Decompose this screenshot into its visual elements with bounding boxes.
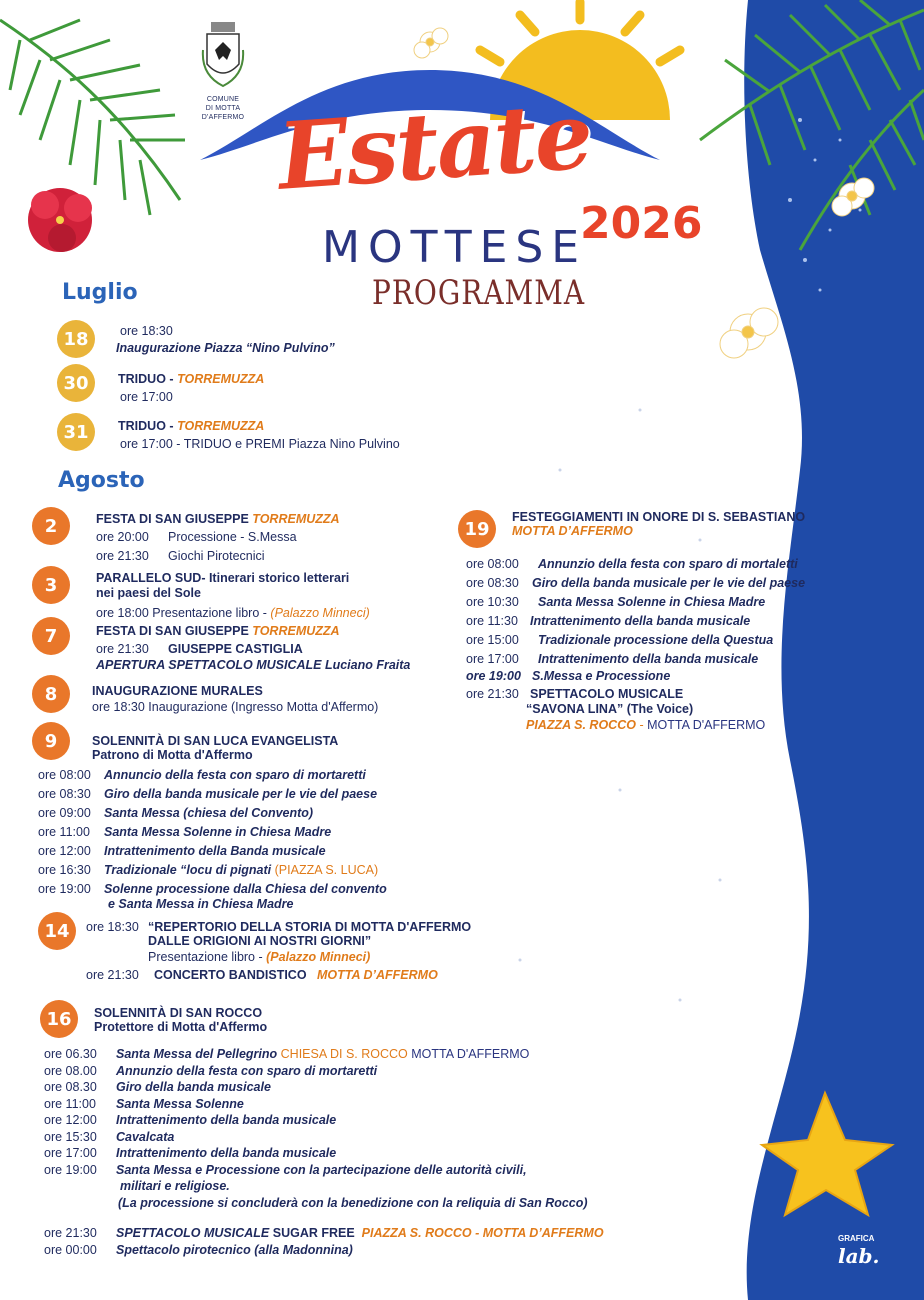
- event-place: TORREMUZZA: [177, 419, 265, 433]
- event-rows-16: [44, 1046, 604, 1258]
- event-time: ore 12:00: [44, 1113, 97, 1127]
- event-text: Annuncio della festa con sparo di mortaretti: [104, 768, 366, 782]
- event-title: PARALLELO SUD- Itinerari storico letterari: [96, 571, 350, 585]
- dash: -: [639, 718, 644, 732]
- event-row: [38, 804, 387, 822]
- event-text: SUGAR FREE: [272, 1226, 355, 1240]
- event-text: Santa Messa Solenne: [116, 1096, 244, 1111]
- event-time: ore 11:00: [44, 1096, 96, 1111]
- event-row: [466, 717, 805, 734]
- event-row: [466, 593, 805, 612]
- event-time: ore 08.00: [44, 1063, 97, 1078]
- event-row: [466, 669, 805, 684]
- event-row: [44, 1242, 604, 1259]
- event-text: Tradizionale processione della Questua: [538, 633, 774, 647]
- event-title: Protettore di Motta d'Affermo: [94, 1020, 268, 1034]
- event-continuation: militari e religiose.: [120, 1179, 230, 1193]
- event-row: [466, 631, 805, 650]
- event-heading: [118, 417, 264, 435]
- event-title: nei paesi del Sole: [96, 586, 201, 600]
- event-text: Intrattenimento della banda musicale: [530, 614, 751, 628]
- event-text: S.Messa e Processione: [532, 669, 671, 683]
- event-row: [466, 574, 805, 593]
- event-rows-9: [38, 766, 387, 911]
- event-place: - MOTTA D’AFFERMO: [475, 1226, 604, 1240]
- event-text: Presentazione libro -: [148, 950, 263, 964]
- dash: -: [169, 372, 174, 386]
- event-text: “SAVONA LINA” (The Voice): [526, 702, 694, 716]
- event-time: ore 19:00: [38, 882, 91, 896]
- event-heading: [96, 624, 340, 639]
- event-heading: [118, 370, 264, 388]
- event-row: [44, 1063, 604, 1080]
- event-title: SOLENNITÀ DI SAN ROCCO: [94, 1006, 263, 1020]
- event-heading: [96, 512, 340, 527]
- event-place: MOTTA D’AFFERMO: [512, 524, 633, 538]
- event-row: [44, 1046, 604, 1063]
- event-text: Santa Messa Solenne in Chiesa Madre: [538, 595, 766, 609]
- day-badge-3: 3: [32, 566, 70, 604]
- crest-label-2: DI MOTTA D'AFFERMO: [201, 105, 245, 121]
- event-text: Santa Messa (chiesa del Convento): [104, 806, 314, 820]
- event-time: ore 11:00: [38, 825, 90, 839]
- event-time: ore 00:00: [44, 1242, 97, 1257]
- event-row: [38, 861, 387, 879]
- event-time: ore 20:00: [96, 530, 149, 544]
- event-row: [466, 612, 805, 631]
- event-text: Giochi Pirotecnici: [168, 549, 265, 563]
- event-continuation: (La processione si concluderà con la benedizione con la reliquia di San Rocco): [118, 1195, 588, 1210]
- event-text: Solenne processione dalla Chiesa del convento: [104, 882, 387, 896]
- event-time: ore 06.30: [44, 1047, 97, 1061]
- event-place: PIAZZA S. ROCCO: [526, 718, 636, 732]
- event-time: ore 21:30: [466, 687, 519, 701]
- dash: -: [169, 419, 174, 433]
- lab-logo: lab.: [838, 1244, 880, 1268]
- event-row: [44, 1225, 604, 1242]
- event-time: ore 10:30: [466, 595, 519, 609]
- event-row: [38, 880, 387, 898]
- day-badge-9: 9: [32, 722, 70, 760]
- event-time: ore 09:00: [38, 806, 91, 820]
- event-text: Giro della banda musicale per le vie del paese: [532, 576, 806, 590]
- event-title: Patrono di Motta d'Affermo: [92, 748, 253, 762]
- event-title: FESTEGGIAMENTI IN ONORE DI S. SEBASTIANO: [512, 510, 806, 524]
- event-title: INAUGURAZIONE MURALES: [92, 684, 263, 698]
- event-time: ore 19:00: [466, 669, 521, 683]
- event-time: ore 08:00: [466, 557, 519, 571]
- event-place: (Palazzo Minneci): [270, 606, 370, 620]
- event-place: (Palazzo Minneci): [266, 950, 371, 964]
- event-place: TORREMUZZA: [252, 512, 340, 526]
- event-text: Intrattenimento della banda musicale: [538, 652, 759, 666]
- title-mottese: MOTTESE: [322, 222, 588, 273]
- event-row: [96, 528, 297, 546]
- event-place: CHIESA DI S. ROCCO: [280, 1047, 408, 1061]
- palm-leaf-left: [0, 20, 185, 215]
- day-badge-19: 19: [458, 510, 496, 548]
- event-row: [96, 604, 370, 622]
- event-place: MOTTA D’AFFERMO: [316, 968, 438, 982]
- event-text: Tradizionale “locu di pignati: [104, 863, 272, 877]
- title-programma: PROGRAMMA: [372, 272, 586, 313]
- event-row: [466, 650, 805, 669]
- event-time: ore 08.30: [44, 1080, 97, 1094]
- event-text: Inaugurazione Piazza “Nino Pulvino”: [116, 341, 335, 355]
- event-time: ore 21:30: [96, 642, 149, 656]
- event-text: Santa Messa e Processione con la partecipazione delle autorità civili,: [116, 1162, 527, 1177]
- event-rows-19: [466, 555, 805, 734]
- event-time: ore 11:30: [466, 614, 518, 628]
- event-text: Spettacolo pirotecnico (alla Madonnina): [116, 1242, 353, 1257]
- event-place: PIAZZA S. ROCCO: [361, 1226, 472, 1240]
- event-row: [38, 823, 387, 841]
- event-row: [44, 1145, 604, 1162]
- event-time: ore 15:00: [466, 633, 519, 647]
- event-title: TRIDUO: [118, 419, 166, 433]
- event-title: FESTA DI SAN GIUSEPPE: [96, 624, 249, 638]
- event-time: ore 17:00: [44, 1146, 97, 1160]
- event-time: ore 18:30: [86, 920, 139, 934]
- event-text: Santa Messa Solenne in Chiesa Madre: [104, 825, 332, 839]
- day-badge-8: 8: [32, 675, 70, 713]
- day-badge-2: 2: [32, 507, 70, 545]
- title-estate: Estate: [274, 81, 595, 211]
- event-row: [44, 1112, 604, 1129]
- event-text: Annunzio della festa con sparo di mortaletti: [538, 557, 798, 571]
- event-title: SOLENNITÀ DI SAN LUCA EVANGELISTA: [92, 734, 339, 748]
- event-line: ore 17:00 - TRIDUO e PREMI Piazza Nino Pulvino: [120, 437, 400, 451]
- event-time: ore 08:30: [38, 787, 91, 801]
- day-badge-18: 18: [57, 320, 95, 358]
- event-title: FESTA DI SAN GIUSEPPE: [96, 512, 249, 526]
- crest-icon: [201, 20, 245, 90]
- event-title: TRIDUO: [118, 372, 166, 386]
- day-badge-31: 31: [57, 413, 95, 451]
- event-row: [44, 1096, 604, 1113]
- event-text: Intrattenimento della Banda musicale: [104, 844, 326, 858]
- event-row: [44, 1079, 604, 1096]
- event-line: APERTURA SPETTACOLO MUSICALE Luciano Fraita: [96, 658, 411, 672]
- event-time: ore 18:30: [120, 324, 173, 338]
- event-text: ore 18:00 Presentazione libro -: [96, 606, 267, 620]
- event-text: Intrattenimento della banda musicale: [116, 1113, 337, 1127]
- event-time: ore 16:30: [38, 863, 91, 877]
- title-year: 2026: [580, 198, 703, 249]
- event-continuation: e Santa Messa in Chiesa Madre: [108, 897, 294, 911]
- event-place: TORREMUZZA: [252, 624, 340, 638]
- event-time: ore 08:00: [38, 768, 91, 782]
- event-title: DALLE ORIGIONI AI NOSTRI GIORNI”: [148, 934, 372, 948]
- month-agosto: Agosto: [58, 468, 145, 493]
- event-time: ore 17:00: [466, 652, 519, 666]
- day-badge-7: 7: [32, 617, 70, 655]
- event-title: “REPERTORIO DELLA STORIA DI MOTTA D'AFFERMO: [148, 920, 472, 934]
- event-text: Processione - S.Messa: [168, 530, 297, 544]
- event-row: [96, 547, 265, 565]
- event-text: CONCERTO BANDISTICO: [154, 968, 307, 982]
- event-row: [38, 766, 387, 784]
- comune-crest: [188, 20, 258, 122]
- event-text: Annunzio della festa con sparo di mortaretti: [116, 1063, 378, 1078]
- event-place: MOTTA D'AFFERMO: [411, 1047, 530, 1061]
- event-text: SPETTACOLO MUSICALE: [116, 1226, 270, 1240]
- event-row: [466, 555, 805, 574]
- event-row: [38, 842, 387, 860]
- event-time: ore 08:30: [466, 576, 519, 590]
- event-time: ore 12:00: [38, 844, 91, 858]
- event-time: ore 15:30: [44, 1129, 97, 1144]
- event-time: ore 19:00: [44, 1162, 97, 1177]
- event-text: Cavalcata: [116, 1129, 175, 1144]
- event-row: [86, 966, 438, 984]
- grafica-label: GRAFICA: [838, 1234, 875, 1243]
- event-row: ore 18:30 Inaugurazione (Ingresso Motta d'Affermo): [92, 700, 379, 714]
- event-place: (PIAZZA S. LUCA): [274, 863, 379, 877]
- event-place: TORREMUZZA: [177, 372, 265, 386]
- day-badge-30: 30: [57, 364, 95, 402]
- month-luglio: Luglio: [62, 280, 138, 305]
- crest-label-1: COMUNE: [206, 96, 240, 103]
- day-badge-16: 16: [40, 1000, 78, 1038]
- hibiscus-flower: [28, 188, 92, 252]
- event-text: SPETTACOLO MUSICALE: [530, 687, 684, 701]
- event-text: Giro della banda musicale: [116, 1080, 271, 1094]
- event-row: [148, 948, 370, 966]
- event-row: [38, 785, 387, 803]
- event-row: [466, 687, 805, 702]
- event-text: Santa Messa del Pellegrino: [116, 1047, 278, 1061]
- event-row: [44, 1162, 604, 1179]
- event-text: Intrattenimento della banda musicale: [116, 1146, 337, 1160]
- event-time: ore 21:30: [44, 1226, 97, 1240]
- event-time: ore 21:30: [86, 968, 139, 982]
- event-time: ore 21:30: [96, 549, 149, 563]
- day-badge-14: 14: [38, 912, 76, 950]
- event-text: Giro della banda musicale per le vie del paese: [104, 787, 378, 801]
- event-time: ore 17:00: [120, 390, 173, 404]
- event-text: GIUSEPPE CASTIGLIA: [168, 642, 303, 656]
- event-place: MOTTA D'AFFERMO: [647, 718, 766, 732]
- event-row: [44, 1129, 604, 1146]
